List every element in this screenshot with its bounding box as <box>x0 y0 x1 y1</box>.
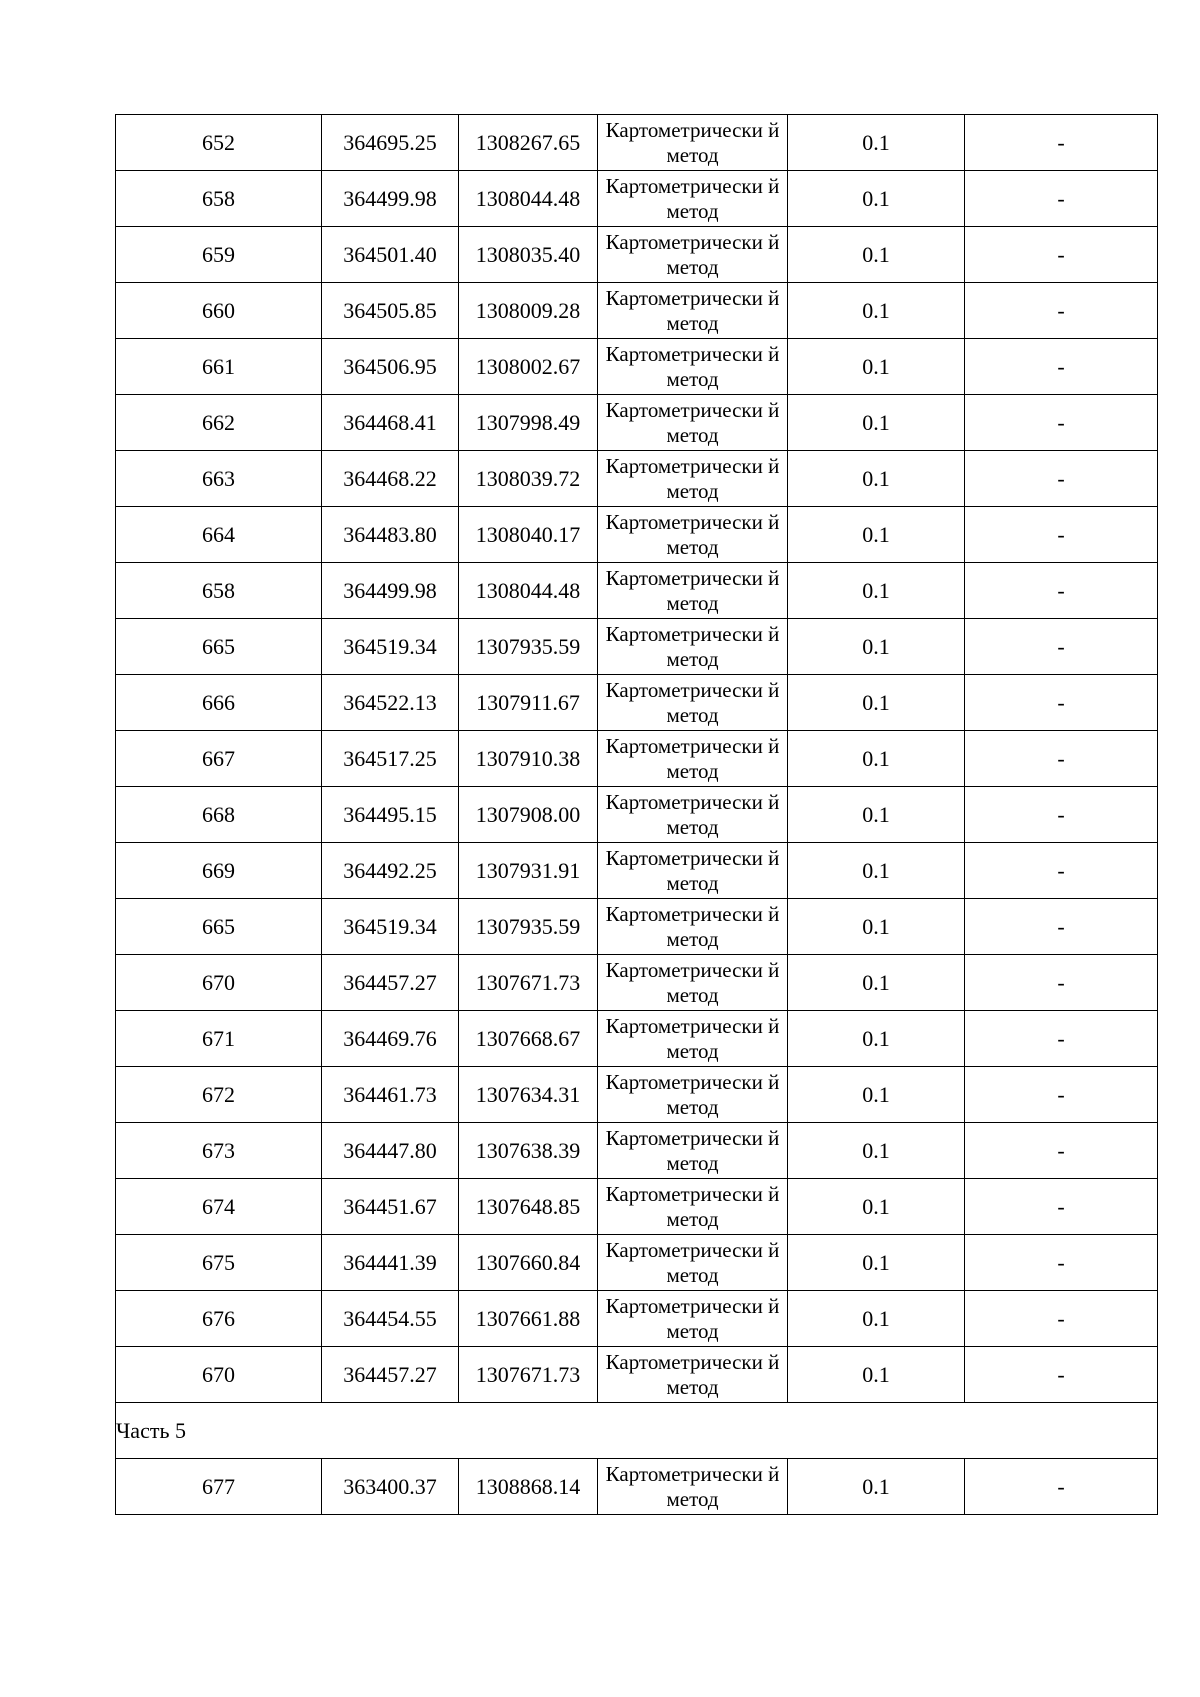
method-cell: Картометрически й метод <box>598 899 788 955</box>
y-coordinate-cell: 1307935.59 <box>459 899 598 955</box>
y-coordinate-cell: 1308035.40 <box>459 227 598 283</box>
point-cell: 660 <box>116 283 322 339</box>
y-coordinate-cell: 1307931.91 <box>459 843 598 899</box>
point-cell: 666 <box>116 675 322 731</box>
point-cell: 675 <box>116 1235 322 1291</box>
method-cell: Картометрически й метод <box>598 339 788 395</box>
note-cell: - <box>965 843 1158 899</box>
accuracy-cell: 0.1 <box>788 619 965 675</box>
x-coordinate-cell: 364505.85 <box>322 283 459 339</box>
table-row <box>116 675 1158 731</box>
y-coordinate-cell: 1307998.49 <box>459 395 598 451</box>
point-cell: 652 <box>116 115 322 171</box>
y-coordinate-cell: 1307634.31 <box>459 1067 598 1123</box>
method-cell: Картометрически й метод <box>598 1123 788 1179</box>
y-coordinate-cell: 1307660.84 <box>459 1235 598 1291</box>
note-cell: - <box>965 675 1158 731</box>
accuracy-cell: 0.1 <box>788 507 965 563</box>
x-coordinate-cell: 364454.55 <box>322 1291 459 1347</box>
accuracy-cell: 0.1 <box>788 843 965 899</box>
point-cell: 668 <box>116 787 322 843</box>
note-cell: - <box>965 563 1158 619</box>
point-cell: 669 <box>116 843 322 899</box>
method-cell: Картометрически й метод <box>598 1011 788 1067</box>
table-row <box>116 1235 1158 1291</box>
table-row <box>116 115 1158 171</box>
note-cell: - <box>965 339 1158 395</box>
note-cell: - <box>965 115 1158 171</box>
x-coordinate-cell: 364499.98 <box>322 171 459 227</box>
accuracy-cell: 0.1 <box>788 283 965 339</box>
method-cell: Картометрически й метод <box>598 955 788 1011</box>
y-coordinate-cell: 1307910.38 <box>459 731 598 787</box>
y-coordinate-cell: 1308044.48 <box>459 563 598 619</box>
table-row <box>116 1011 1158 1067</box>
method-cell: Картометрически й метод <box>598 787 788 843</box>
accuracy-cell: 0.1 <box>788 675 965 731</box>
table-row <box>116 955 1158 1011</box>
method-cell: Картометрически й метод <box>598 507 788 563</box>
point-cell: 674 <box>116 1179 322 1235</box>
x-coordinate-cell: 364451.67 <box>322 1179 459 1235</box>
accuracy-cell: 0.1 <box>788 1011 965 1067</box>
table-row <box>116 451 1158 507</box>
point-cell: 665 <box>116 619 322 675</box>
x-coordinate-cell: 364522.13 <box>322 675 459 731</box>
table-row <box>116 787 1158 843</box>
x-coordinate-cell: 364519.34 <box>322 619 459 675</box>
point-cell: 673 <box>116 1123 322 1179</box>
note-cell: - <box>965 787 1158 843</box>
y-coordinate-cell: 1307668.67 <box>459 1011 598 1067</box>
point-cell: 658 <box>116 563 322 619</box>
point-cell: 670 <box>116 1347 322 1403</box>
x-coordinate-cell: 364457.27 <box>322 1347 459 1403</box>
note-cell: - <box>965 1123 1158 1179</box>
note-cell: - <box>965 1067 1158 1123</box>
x-coordinate-cell: 364517.25 <box>322 731 459 787</box>
method-cell: Картометрически й метод <box>598 1291 788 1347</box>
point-cell: 676 <box>116 1291 322 1347</box>
method-cell: Картометрически й метод <box>598 395 788 451</box>
x-coordinate-cell: 364499.98 <box>322 563 459 619</box>
note-cell: - <box>965 451 1158 507</box>
note-cell: - <box>965 955 1158 1011</box>
part5-section <box>116 1403 1158 1459</box>
accuracy-cell: 0.1 <box>788 1347 965 1403</box>
table-row <box>116 283 1158 339</box>
accuracy-cell: 0.1 <box>788 451 965 507</box>
note-cell: - <box>965 395 1158 451</box>
y-coordinate-cell: 1308868.14 <box>459 1459 598 1515</box>
accuracy-cell: 0.1 <box>788 955 965 1011</box>
x-coordinate-cell: 364447.80 <box>322 1123 459 1179</box>
point-cell: 677 <box>116 1459 322 1515</box>
note-cell: - <box>965 619 1158 675</box>
method-cell: Картометрически й метод <box>598 115 788 171</box>
table-row <box>116 1067 1158 1123</box>
method-cell: Картометрически й метод <box>598 227 788 283</box>
method-cell: Картометрически й метод <box>598 619 788 675</box>
accuracy-cell: 0.1 <box>788 1179 965 1235</box>
accuracy-cell: 0.1 <box>788 1459 965 1515</box>
point-cell: 661 <box>116 339 322 395</box>
note-cell: - <box>965 1179 1158 1235</box>
note-cell: - <box>965 1235 1158 1291</box>
point-cell: 663 <box>116 451 322 507</box>
x-coordinate-cell: 364441.39 <box>322 1235 459 1291</box>
accuracy-cell: 0.1 <box>788 899 965 955</box>
note-cell: - <box>965 731 1158 787</box>
coordinates-table <box>115 114 1158 1515</box>
y-coordinate-cell: 1308040.17 <box>459 507 598 563</box>
note-cell: - <box>965 1291 1158 1347</box>
accuracy-cell: 0.1 <box>788 1067 965 1123</box>
method-cell: Картометрически й метод <box>598 1459 788 1515</box>
method-cell: Картометрически й метод <box>598 1347 788 1403</box>
accuracy-cell: 0.1 <box>788 339 965 395</box>
table-row <box>116 1459 1158 1515</box>
note-cell: - <box>965 283 1158 339</box>
table-row <box>116 227 1158 283</box>
point-cell: 671 <box>116 1011 322 1067</box>
x-coordinate-cell: 364469.76 <box>322 1011 459 1067</box>
point-cell: 670 <box>116 955 322 1011</box>
x-coordinate-cell: 364461.73 <box>322 1067 459 1123</box>
y-coordinate-cell: 1307661.88 <box>459 1291 598 1347</box>
x-coordinate-cell: 364468.41 <box>322 395 459 451</box>
point-cell: 667 <box>116 731 322 787</box>
table-row <box>116 171 1158 227</box>
table-row <box>116 1179 1158 1235</box>
method-cell: Картометрически й метод <box>598 283 788 339</box>
table-row <box>116 1123 1158 1179</box>
x-coordinate-cell: 364483.80 <box>322 507 459 563</box>
note-cell: - <box>965 1347 1158 1403</box>
y-coordinate-cell: 1308044.48 <box>459 171 598 227</box>
point-cell: 664 <box>116 507 322 563</box>
method-cell: Картометрически й метод <box>598 675 788 731</box>
x-coordinate-cell: 364695.25 <box>322 115 459 171</box>
part-heading: Часть 5 <box>116 1403 1158 1459</box>
table-row <box>116 563 1158 619</box>
accuracy-cell: 0.1 <box>788 563 965 619</box>
method-cell: Картометрически й метод <box>598 171 788 227</box>
table-row <box>116 619 1158 675</box>
table-row <box>116 1291 1158 1347</box>
method-cell: Картометрически й метод <box>598 451 788 507</box>
accuracy-cell: 0.1 <box>788 1235 965 1291</box>
x-coordinate-cell: 364519.34 <box>322 899 459 955</box>
y-coordinate-cell: 1308002.67 <box>459 339 598 395</box>
table-row <box>116 395 1158 451</box>
note-cell: - <box>965 227 1158 283</box>
table-body-part5 <box>116 1459 1158 1515</box>
table-row <box>116 731 1158 787</box>
method-cell: Картометрически й метод <box>598 1235 788 1291</box>
y-coordinate-cell: 1307671.73 <box>459 1347 598 1403</box>
table-row <box>116 507 1158 563</box>
method-cell: Картометрически й метод <box>598 1179 788 1235</box>
table-row <box>116 339 1158 395</box>
accuracy-cell: 0.1 <box>788 787 965 843</box>
note-cell: - <box>965 1011 1158 1067</box>
note-cell: - <box>965 899 1158 955</box>
y-coordinate-cell: 1308039.72 <box>459 451 598 507</box>
y-coordinate-cell: 1307911.67 <box>459 675 598 731</box>
y-coordinate-cell: 1307908.00 <box>459 787 598 843</box>
table-row <box>116 843 1158 899</box>
y-coordinate-cell: 1307935.59 <box>459 619 598 675</box>
method-cell: Картометрически й метод <box>598 731 788 787</box>
method-cell: Картометрически й метод <box>598 843 788 899</box>
point-cell: 662 <box>116 395 322 451</box>
accuracy-cell: 0.1 <box>788 1123 965 1179</box>
accuracy-cell: 0.1 <box>788 1291 965 1347</box>
table-row <box>116 1347 1158 1403</box>
note-cell: - <box>965 1459 1158 1515</box>
y-coordinate-cell: 1308267.65 <box>459 115 598 171</box>
accuracy-cell: 0.1 <box>788 171 965 227</box>
table-row <box>116 899 1158 955</box>
method-cell: Картометрически й метод <box>598 563 788 619</box>
x-coordinate-cell: 364501.40 <box>322 227 459 283</box>
y-coordinate-cell: 1307671.73 <box>459 955 598 1011</box>
x-coordinate-cell: 364457.27 <box>322 955 459 1011</box>
y-coordinate-cell: 1307638.39 <box>459 1123 598 1179</box>
point-cell: 659 <box>116 227 322 283</box>
x-coordinate-cell: 363400.37 <box>322 1459 459 1515</box>
note-cell: - <box>965 171 1158 227</box>
part-heading-row <box>116 1403 1158 1459</box>
x-coordinate-cell: 364468.22 <box>322 451 459 507</box>
point-cell: 672 <box>116 1067 322 1123</box>
accuracy-cell: 0.1 <box>788 227 965 283</box>
accuracy-cell: 0.1 <box>788 395 965 451</box>
accuracy-cell: 0.1 <box>788 731 965 787</box>
table-body-part4 <box>116 115 1158 1403</box>
accuracy-cell: 0.1 <box>788 115 965 171</box>
y-coordinate-cell: 1307648.85 <box>459 1179 598 1235</box>
point-cell: 665 <box>116 899 322 955</box>
x-coordinate-cell: 364495.15 <box>322 787 459 843</box>
point-cell: 658 <box>116 171 322 227</box>
method-cell: Картометрически й метод <box>598 1067 788 1123</box>
x-coordinate-cell: 364506.95 <box>322 339 459 395</box>
note-cell: - <box>965 507 1158 563</box>
y-coordinate-cell: 1308009.28 <box>459 283 598 339</box>
x-coordinate-cell: 364492.25 <box>322 843 459 899</box>
